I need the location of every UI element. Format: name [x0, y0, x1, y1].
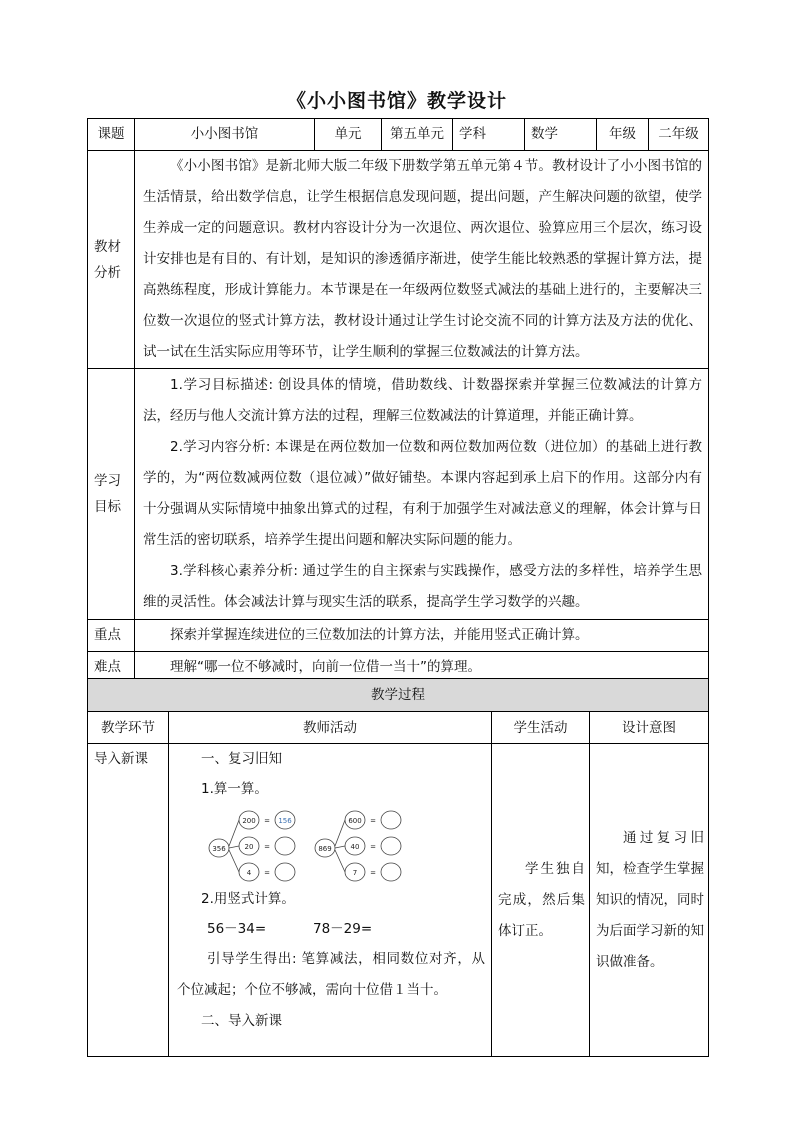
grade-value: 二年级 [649, 119, 709, 151]
apple-right-part-1-label: 600 [348, 817, 362, 825]
objective-p1: 1.学习目标描述: 创设具体的情境，借助数线、计数器探索并掌握三位数减法的计算方法，经历与他人交流计算方法的过程，理解三位数减法的计算道理，并能正确计算。 [143, 377, 702, 424]
col-design: 设计意图 [590, 712, 709, 744]
col-student: 学生活动 [492, 712, 590, 744]
calc-heading: 1.算一算。 [201, 781, 268, 797]
apple-right-result-1 [381, 811, 401, 829]
topic-value: 小小图书馆 [135, 119, 315, 151]
analysis-row [88, 151, 709, 369]
equations [169, 914, 491, 944]
objective-p2: 2.学习内容分析: 本课是在两位数加一位数和两位数加两位数（进位加）的基础上进行教学的，为“两位数减两位数（退位减）”做好铺垫。本课内容起到承上启下的作用。这部分内有十分强调从实际情境中抽象出算式的过程，有利于加强学生对减法意义的理解，体会计算与日常生活的密切联系，培养学生提出问题和解决实际问题的能力。 [143, 439, 702, 548]
equals-r2: = [370, 843, 376, 851]
apple-right-root-label: 869 [318, 845, 332, 853]
analysis-label: 教材分析 [88, 151, 135, 369]
equals-l2: = [264, 843, 270, 851]
document-title: 《小小图书馆》教学设计 [286, 90, 507, 112]
lesson-plan-table [87, 118, 709, 684]
process-row-intro [88, 744, 709, 1057]
key-point-label: 重点 [88, 620, 135, 652]
apple-left-part-2-label: 20 [244, 843, 254, 851]
apple-right-result-3 [381, 863, 401, 881]
stage-cell: 导入新课 [88, 744, 169, 1057]
analysis-text: 《小小图书馆》是新北师大版二年级下册数学第五单元第４节。教材设计了小小图书馆的生活情景，给出数学信息，让学生根据信息发现问题，提出问题，产生解决问题的欲望，使学生养成一定的问题意识。教材内容设计分为一次退位、两次退位、验算应用三个层次，练习设计安排也是有目的、有计划，是知识的渗透循序渐进，使学生能比较熟悉的掌握计算方法，提高熟练程度，形成计算能力。本节课是在一年级两位数竖式减法的基础上进行的，主要解决三位数一次退位的竖式计算方法，教材设计通过让学生讨论交流不同的计算方法及方法的优化、试一试在生活实际应用等环节，让学生顺利的掌握三位数减法的计算方法。 [143, 158, 702, 360]
unit-value: 第五单元 [382, 119, 453, 151]
key-point-row [88, 620, 709, 652]
subject-label: 学科 [453, 119, 525, 151]
apple-left-result-3 [275, 863, 295, 881]
col-stage: 教学环节 [88, 712, 169, 744]
review-heading: 一、复习旧知 [201, 751, 282, 767]
apple-left-root-label: 356 [212, 845, 226, 853]
apple-left-result-1-label: 156 [278, 817, 292, 825]
apple-right-result-2 [381, 837, 401, 855]
header-row [88, 119, 709, 151]
intro-heading: 二、导入新课 [201, 1013, 282, 1029]
student-text: 学生独自完成，然后集体订正。 [498, 860, 585, 939]
equals-r1: = [370, 817, 376, 825]
apple-left-part-3-label: 4 [246, 869, 252, 877]
topic-label: 课题 [88, 119, 135, 151]
apple-right-part-3-label: 7 [352, 869, 358, 877]
grade-label: 年级 [597, 119, 649, 151]
equals-l1: = [264, 817, 270, 825]
equation-2: 78－29= [313, 921, 373, 937]
difficulty-text: 理解“哪一位不够减时，向前一位借一当十”的算理。 [170, 659, 481, 675]
col-teacher: 教师活动 [169, 712, 492, 744]
objective-p3: 3.学科核心素养分析: 通过学生的自主探索与实践操作，感受方法的多样性，培养学生思维的灵活性。体会减法计算与现实生活的联系，提高学生学习数学的兴趣。 [143, 563, 702, 610]
student-cell [492, 744, 590, 1057]
process-header-row [88, 712, 709, 744]
objectives-label: 学习目标 [88, 369, 135, 620]
apple-right-part-2-label: 40 [350, 843, 360, 851]
equals-l3: = [264, 869, 270, 877]
equals-r3: = [370, 869, 376, 877]
equation-1: 56－34= [207, 921, 267, 937]
process-title: 教学过程 [88, 679, 709, 712]
objectives-row [88, 369, 709, 620]
apple-diagram [205, 808, 405, 884]
process-table [87, 678, 709, 1057]
unit-label: 单元 [315, 119, 382, 151]
subject-value: 数学 [525, 119, 597, 151]
key-point-text: 探索并掌握连续进位的三位数加法的计算方法，并能用竖式正确计算。 [170, 627, 589, 643]
process-title-row [88, 679, 709, 712]
apple-left-part-1-label: 200 [242, 817, 256, 825]
design-cell [590, 744, 709, 1057]
vertical-heading: 2.用竖式计算。 [201, 891, 295, 907]
design-text: 通过复习旧知，检查学生掌握知识的情况，同时为后面学习新的知识做准备。 [596, 829, 704, 970]
guide-text: 引导学生得出: 笔算减法，相同数位对齐，从个位减起；个位不够减，需向十位借１当十。 [177, 951, 485, 998]
difficulty-label: 难点 [88, 652, 135, 684]
teacher-cell [169, 744, 492, 1057]
apple-left-result-2 [275, 837, 295, 855]
